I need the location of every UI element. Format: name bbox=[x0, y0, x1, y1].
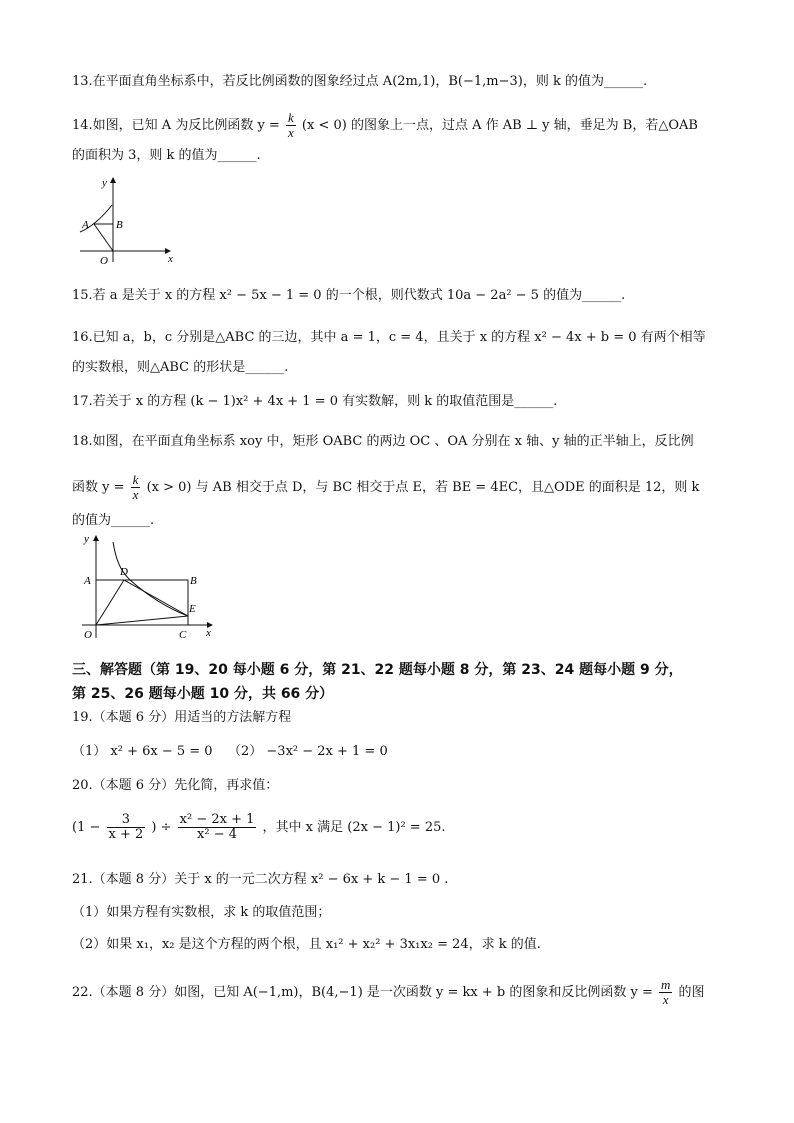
question-14-line-1 bbox=[72, 111, 698, 140]
section-3-heading-line-2: 第 25、26 题每小题 10 分，共 66 分） bbox=[72, 686, 334, 702]
q18-frac-num: k bbox=[132, 472, 139, 487]
q20-expr-open: (1 − bbox=[72, 820, 101, 835]
question-19-title: 19.（本题 6 分）用适当的方法解方程 bbox=[72, 710, 292, 725]
question-21-part-1: （1）如果方程有实数根，求 k 的取值范围； bbox=[72, 905, 331, 920]
question-14-line-2: 的面积为 3，则 k 的值为______. bbox=[72, 148, 261, 163]
fig18-label-o: O bbox=[84, 629, 92, 641]
question-18-line-1: 18.如图，在平面直角坐标系 xoy 中，矩形 OABC 的两边 OC 、OA 分别在 x 轴、y 轴的正半轴上，反比例 bbox=[72, 434, 694, 449]
q20-f2-num: x² − 2x + 1 bbox=[179, 812, 255, 827]
figure-14 bbox=[72, 172, 182, 267]
fig18-label-d: D bbox=[120, 566, 128, 578]
fig18-label-x: x bbox=[206, 627, 211, 639]
question-16-line-1: 16.已知 a，b，c 分别是△ABC 的三边，其中 a = 1，c = 4，且关于 x 的方程 x² − 4x + b = 0 有两个相等 bbox=[72, 330, 706, 345]
fig14-label-o: O bbox=[100, 255, 108, 267]
q22-text-b: 的图 bbox=[678, 985, 705, 1000]
q20-f1-den: x + 2 bbox=[108, 827, 144, 842]
q20-expr-close: ) ÷ bbox=[151, 820, 172, 835]
fig18-label-y: y bbox=[84, 533, 89, 545]
q14-fraction bbox=[286, 111, 296, 140]
question-20-expression bbox=[72, 808, 446, 848]
section-3-heading-line-1: 三、解答题（第 19、20 每小题 6 分，第 21、22 题每小题 8 分，第 23、24 题每小题 9 分， bbox=[72, 662, 683, 678]
segment-ao bbox=[94, 224, 113, 251]
q14-text-b: (x < 0) 的图象上一点，过点 A 作 AB ⊥ y 轴，垂足为 B，若△OAB bbox=[301, 118, 698, 133]
q18-fraction bbox=[131, 473, 141, 502]
q14-frac-den: x bbox=[287, 125, 294, 140]
fig14-label-b: B bbox=[116, 219, 123, 231]
q18-text-a: 函数 y = bbox=[72, 480, 125, 495]
question-18-line-2 bbox=[72, 473, 699, 502]
q22-frac-num: m bbox=[661, 977, 671, 992]
segment-od bbox=[96, 580, 124, 625]
q22-frac-den: x bbox=[662, 992, 669, 1007]
q22-fraction bbox=[659, 978, 672, 1007]
question-15: 15.若 a 是关于 x 的方程 x² − 5x − 1 = 0 的一个根，则代数式 10a − 2a² − 5 的值为______. bbox=[72, 288, 626, 303]
fig14-label-y: y bbox=[102, 177, 107, 189]
segment-oe bbox=[96, 616, 188, 625]
fig18-label-e: E bbox=[189, 603, 196, 615]
question-19-part-2: （2） −3x² − 2x + 1 = 0 bbox=[228, 744, 388, 759]
q20-fraction-2 bbox=[178, 813, 257, 842]
question-17: 17.若关于 x 的方程 (k − 1)x² + 4x + 1 = 0 有实数解，则 k 的取值范围是______. bbox=[72, 394, 558, 409]
question-21-part-2: （2）如果 x₁，x₂ 是这个方程的两个根，且 x₁² + x₂² + 3x₁x₂ = 24，求 k 的值. bbox=[72, 937, 541, 952]
question-16-line-2: 的实数根，则△ABC 的形状是______. bbox=[72, 360, 289, 375]
q14-text-a: 14.如图，已知 A 为反比例函数 y = bbox=[72, 118, 280, 133]
question-19-part-1: （1） x² + 6x − 5 = 0 bbox=[72, 744, 213, 759]
question-13: 13.在平面直角坐标系中，若反比例函数的图象经过点 A(2m,1)，B(−1,m−3)，则 k 的值为______. bbox=[72, 74, 648, 89]
q20-condition: ，其中 x 满足 (2x − 1)² = 25. bbox=[262, 820, 446, 835]
segment-de bbox=[124, 580, 188, 616]
q14-frac-num: k bbox=[287, 110, 294, 125]
fig14-label-a: A bbox=[82, 219, 89, 231]
q20-f1-num: 3 bbox=[107, 813, 146, 828]
q18-frac-den: x bbox=[132, 487, 139, 502]
q22-text-a: 22.（本题 8 分）如图，已知 A(−1,m)，B(4,−1) 是一次函数 y = kx + b 的图象和反比例函数 y = bbox=[72, 985, 653, 1000]
q20-f2-den: x² − 4 bbox=[197, 827, 238, 842]
figure-18 bbox=[72, 530, 222, 645]
question-22-line-1 bbox=[72, 978, 705, 1007]
fig14-label-x: x bbox=[168, 253, 173, 265]
question-20-title: 20.（本题 6 分）先化简，再求值： bbox=[72, 778, 279, 793]
hyperbola-curve bbox=[113, 542, 188, 616]
fig18-label-a: A bbox=[84, 575, 91, 587]
question-18-line-3: 的值为______. bbox=[72, 513, 155, 528]
fig18-label-c: C bbox=[179, 629, 187, 641]
q20-fraction-1 bbox=[107, 813, 146, 842]
q18-text-b: (x > 0) 与 AB 相交于点 D，与 BC 相交于点 E，若 BE = 4EC，且△ODE 的面积是 12，则 k bbox=[146, 480, 700, 495]
question-21-title: 21.（本题 8 分）关于 x 的一元二次方程 x² − 6x + k − 1 = 0 . bbox=[72, 872, 449, 887]
fig18-label-b: B bbox=[190, 575, 197, 587]
